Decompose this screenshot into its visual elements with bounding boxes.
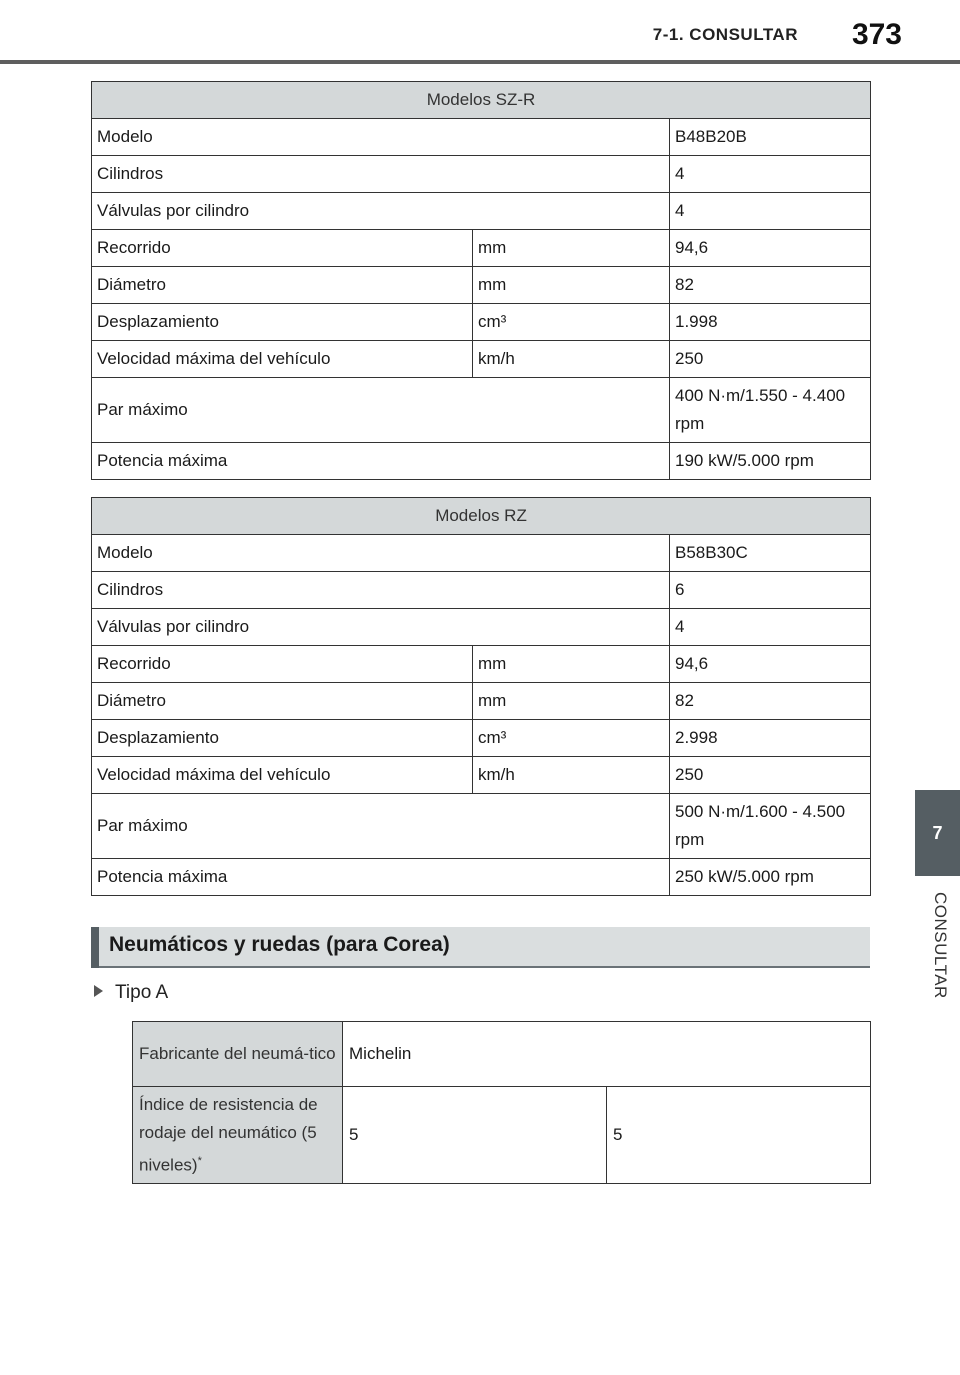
table-row [92, 119, 871, 156]
spec-unit: mm [473, 267, 670, 304]
page-number: 373 [851, 18, 902, 51]
rolling-resistance-value: 5 [607, 1087, 871, 1184]
section-title: 7-1. CONSULTAR [652, 25, 798, 44]
table-row [92, 859, 871, 896]
table-row [133, 1022, 871, 1087]
spec-unit: cm³ [473, 304, 670, 341]
section-heading [91, 927, 870, 968]
spec-label: Recorrido [92, 646, 473, 683]
spec-value: 1.998 [670, 304, 871, 341]
spec-label: Velocidad máxima del vehículo [92, 341, 473, 378]
spec-value: 500 N·m/1.600 - 4.500 rpm [670, 794, 871, 859]
spec-unit: mm [473, 683, 670, 720]
spec-label: Desplazamiento [92, 304, 473, 341]
table-title: Modelos RZ [92, 498, 871, 535]
spec-unit: mm [473, 230, 670, 267]
spec-label: Potencia máxima [92, 443, 670, 480]
spec-unit: cm³ [473, 720, 670, 757]
rolling-resistance-label-text: Índice de resistencia de rodaje del neumático (5 niveles) [139, 1094, 318, 1175]
manufacturer-value: Michelin [343, 1022, 871, 1087]
spec-label: Válvulas por cilindro [92, 609, 670, 646]
table-row [92, 794, 871, 859]
table-row [133, 1087, 871, 1184]
chapter-tab[interactable]: 7 [915, 790, 960, 876]
tire-table [132, 1021, 871, 1184]
spec-label: Válvulas por cilindro [92, 193, 670, 230]
bullet-item [94, 982, 168, 1004]
table-row [92, 609, 871, 646]
manufacturer-label: Fabricante del neumá-tico [133, 1022, 343, 1087]
section-heading-text: Neumáticos y ruedas (para Corea) [109, 933, 450, 956]
table-row [92, 646, 871, 683]
spec-value: 6 [670, 572, 871, 609]
spec-value: 400 N·m/1.550 - 4.400 rpm [670, 378, 871, 443]
table-row [92, 156, 871, 193]
spec-value: 94,6 [670, 230, 871, 267]
table-title: Modelos SZ-R [92, 82, 871, 119]
header-divider [0, 60, 960, 64]
table-row [92, 230, 871, 267]
sz-r-spec-table [91, 81, 871, 480]
spec-value: 82 [670, 267, 871, 304]
spec-value: 250 kW/5.000 rpm [670, 859, 871, 896]
table-header-row [92, 498, 871, 535]
spec-label: Recorrido [92, 230, 473, 267]
table-header-row [92, 82, 871, 119]
spec-label: Par máximo [92, 378, 670, 443]
spec-label: Diámetro [92, 683, 473, 720]
spec-label: Cilindros [92, 156, 670, 193]
table-row [92, 304, 871, 341]
spec-label: Par máximo [92, 794, 670, 859]
spec-label: Velocidad máxima del vehículo [92, 757, 473, 794]
spec-unit: km/h [473, 341, 670, 378]
spec-label: Potencia máxima [92, 859, 670, 896]
spec-unit: mm [473, 646, 670, 683]
rolling-resistance-label [133, 1087, 343, 1184]
spec-label: Diámetro [92, 267, 473, 304]
triangle-bullet-icon [94, 985, 103, 997]
spec-value: 4 [670, 156, 871, 193]
table-row [92, 757, 871, 794]
table-row [92, 683, 871, 720]
table-row [92, 267, 871, 304]
table-row [92, 378, 871, 443]
bullet-text: Tipo A [115, 982, 169, 1003]
spec-label: Modelo [92, 119, 670, 156]
spec-value: 250 [670, 757, 871, 794]
spec-value: 82 [670, 683, 871, 720]
spec-value: 94,6 [670, 646, 871, 683]
spec-value: 250 [670, 341, 871, 378]
spec-value: 190 kW/5.000 rpm [670, 443, 871, 480]
spec-label: Desplazamiento [92, 720, 473, 757]
table-row [92, 443, 871, 480]
spec-label: Modelo [92, 535, 670, 572]
spec-value: 4 [670, 193, 871, 230]
table-row [92, 720, 871, 757]
spec-value: 4 [670, 609, 871, 646]
table-row [92, 535, 871, 572]
spec-value: B48B20B [670, 119, 871, 156]
heading-accent-bar [91, 927, 99, 968]
spec-value: B58B30C [670, 535, 871, 572]
spec-value: 2.998 [670, 720, 871, 757]
rz-spec-table [91, 497, 871, 896]
table-row [92, 341, 871, 378]
chapter-label: CONSULTAR [931, 892, 950, 999]
table-row [92, 193, 871, 230]
table-row [92, 572, 871, 609]
spec-label: Cilindros [92, 572, 670, 609]
rolling-resistance-value: 5 [343, 1087, 607, 1184]
footnote-mark: * [197, 1154, 202, 1167]
spec-unit: km/h [473, 757, 670, 794]
